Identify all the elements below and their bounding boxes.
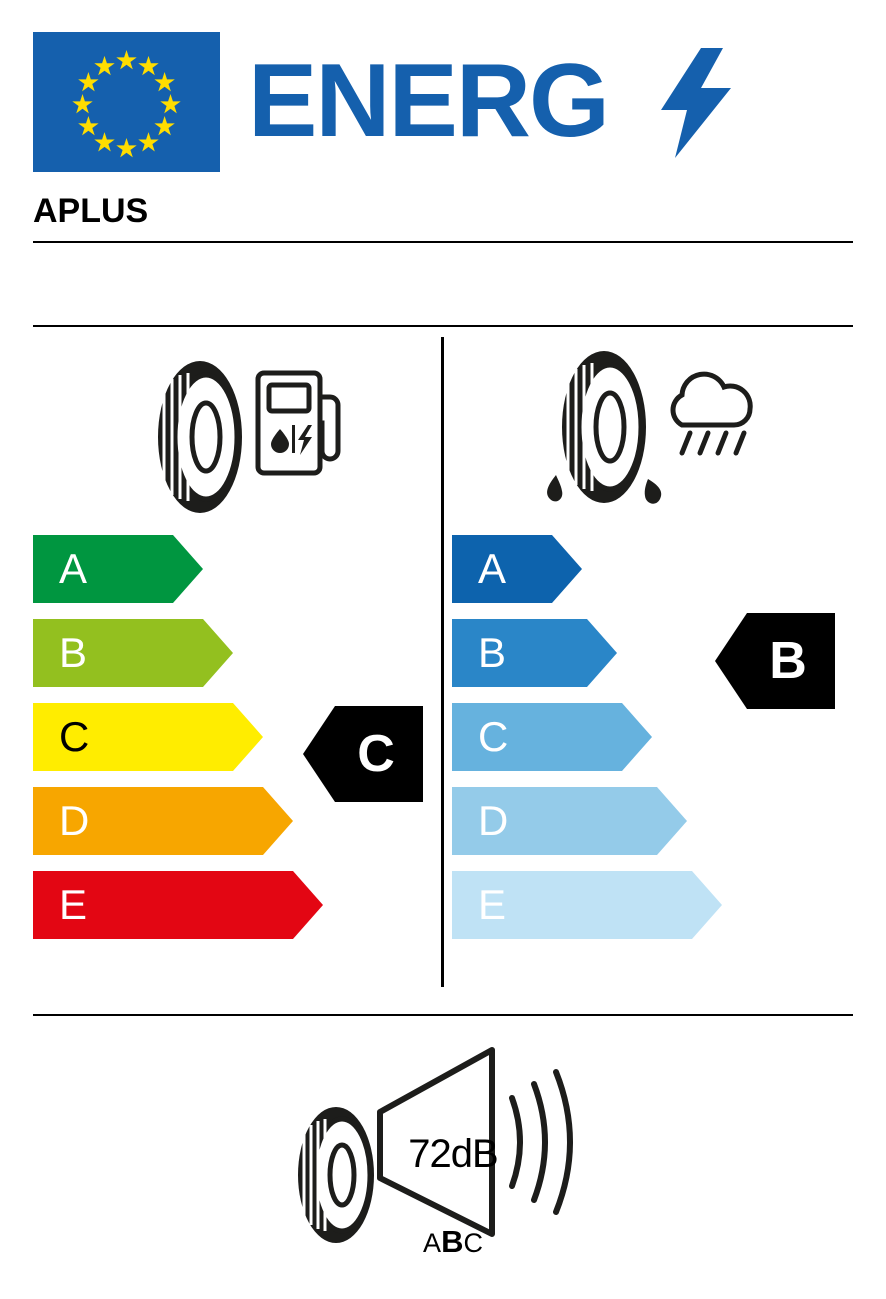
fuel-class-row-a [33, 535, 433, 603]
wet-grip-result-letter: B [769, 632, 807, 690]
fuel-class-letter: C [59, 713, 90, 760]
wet-grip-class-letter: B [478, 629, 507, 676]
fuel-class-letter: B [59, 629, 88, 676]
divider-vertical [441, 337, 444, 987]
noise-class-b: B [441, 1224, 464, 1259]
noise-db-value: 72dB [408, 1132, 498, 1176]
eu-flag-icon [33, 32, 220, 172]
wet-grip-class-letter: C [478, 713, 509, 760]
noise-class-a: A [423, 1228, 442, 1258]
divider-bottom [33, 1014, 853, 1016]
noise-class-row [388, 1224, 518, 1260]
divider-brand [33, 241, 853, 243]
eu-stars [33, 32, 220, 172]
brand-name: APLUS [33, 192, 149, 230]
fuel-result-letter: C [357, 725, 395, 783]
fuel-efficiency-result [303, 706, 423, 802]
wet-grip-class-scale [452, 535, 852, 955]
fuel-class-row-e [33, 871, 433, 939]
divider-top [33, 325, 853, 327]
wet-grip-class-row-e [452, 871, 852, 939]
fuel-class-letter: A [59, 545, 88, 592]
fuel-efficiency-section [33, 337, 433, 997]
fuel-class-letter: E [59, 881, 88, 928]
tyre-rain-cloud-icon [532, 347, 772, 527]
fuel-class-row-b [33, 619, 433, 687]
wet-grip-class-letter: A [478, 545, 507, 592]
noise-section [280, 1040, 610, 1270]
wet-grip-class-letter: E [478, 881, 507, 928]
wet-grip-class-row-c [452, 703, 852, 771]
label-header [33, 32, 853, 172]
noise-class-c: C [463, 1228, 483, 1258]
wet-grip-class-row-d [452, 787, 852, 855]
wet-grip-class-letter: D [478, 797, 509, 844]
fuel-class-letter: D [59, 797, 90, 844]
lightning-bolt-icon [661, 48, 731, 158]
wet-grip-class-row-a [452, 535, 852, 603]
energy-wordmark: ENERG [248, 43, 608, 159]
tyre-fuel-pump-icon [128, 347, 348, 527]
wet-grip-result [715, 613, 835, 709]
